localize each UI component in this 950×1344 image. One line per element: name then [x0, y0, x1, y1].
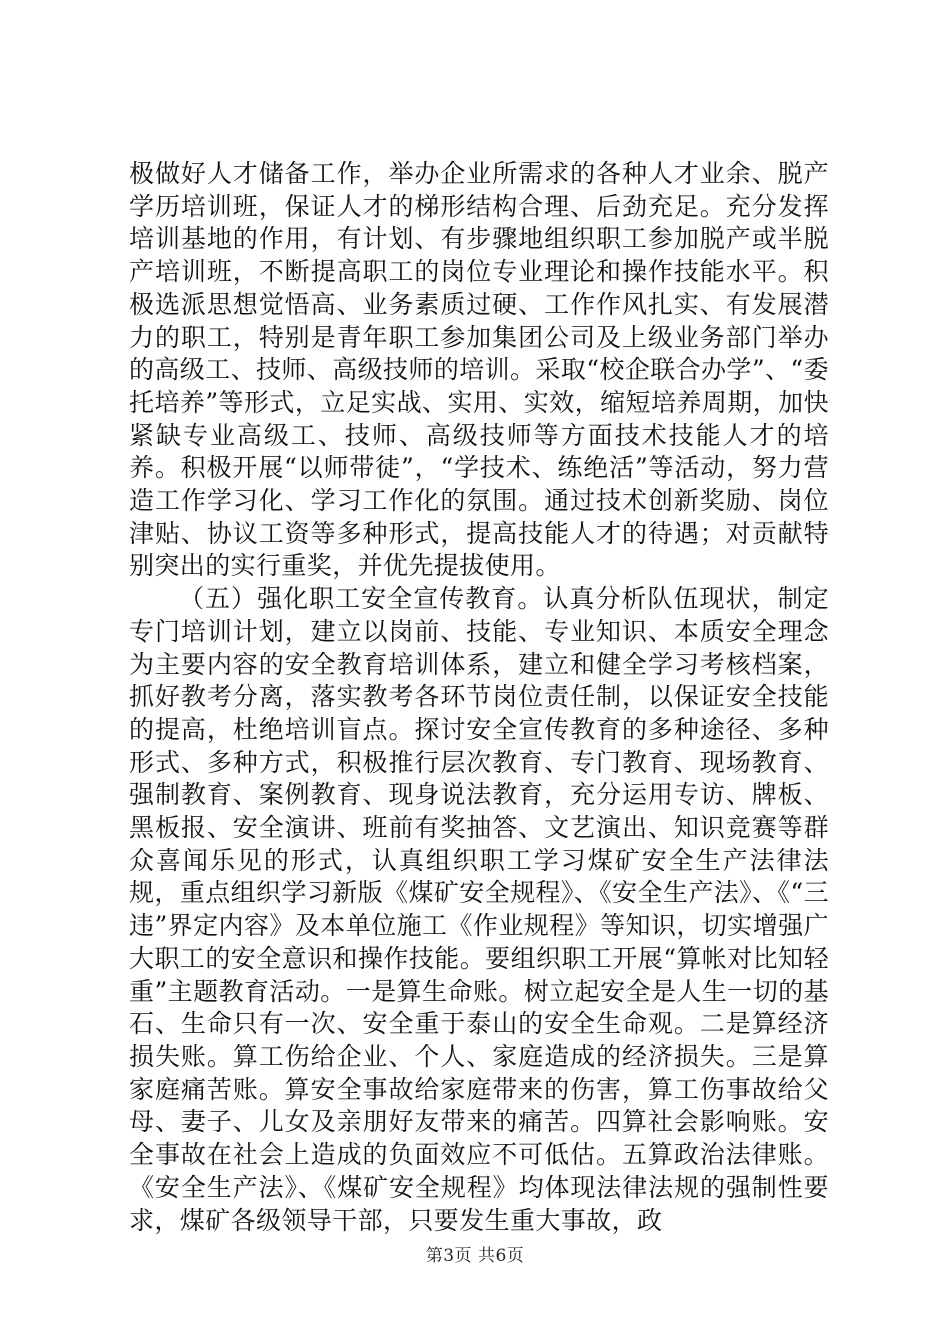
paragraph-talent-training: 极做好人才储备工作，举办企业所需求的各种人才业余、脱产学历培训班，保证人才的梯形结构合理、后劲充足。充分发挥培训基地的作用，有计划、有步骤地组织职工参加脱产或半脱产培训班，不断提高职工的岗位专业理论和操作技能水平。积极选派思想觉悟高、业务素质过硬、工作作风扎实、有发展潜力的职工，特别是青年职工参加集团公司及上级业务部门举办的高级工、技师、高级技师的培训。采取“校企联合办学”、“委托培养”等形式，立足实战、实用、实效，缩短培养周期，加快紧缺专业高级工、技师、高级技师等方面技术技能人才的培养。积极开展“以师带徒”，“学技术、练绝活”等活动，努力营造工作学习化、学习工作化的氛围。通过技术创新奖励、岗位津贴、协议工资等多种形式，提高技能人才的待遇；对贡献特别突出的实行重奖，并优先提拔使用。	[129, 159, 829, 581]
page-footer: 第3页 共6页	[425, 1246, 525, 1266]
document-body	[129, 158, 829, 1237]
paragraph-safety-education: （五）强化职工安全宣传教育。认真分析队伍现状，制定专门培训计划，建立以岗前、技能、专业知识、本质安全理念为主要内容的安全教育培训体系，建立和健全学习考核档案，抓好教考分离，落实教考各环节岗位责任制，以保证安全技能的提高，杜绝培训盲点。探讨安全宣传教育的多种途径、多种形式、多种方式，积极推行层次教育、专门教育、现场教育、强制教育、案例教育、现身说法教育，充分运用专访、牌板、黑板报、安全演讲、班前有奖抽答、文艺演出、知识竞赛等群众喜闻乐见的形式，认真组织职工学习煤矿安全生产法律法规，重点组织学习新版《煤矿安全规程》、《安全生产法》、《“三违”界定内容》及本单位施工《作业规程》等知识，切实增强广大职工的安全意识和操作技能。要组织职工开展“算帐对比知轻重”主题教育活动。一是算生命账。树立起安全是人生一切的基石、生命只有一次、安全重于泰山的安全生命观。二是算经济损失账。算工伤给企业、个人、家庭造成的经济损失。三是算家庭痛苦账。算安全事故给家庭带来的伤害，算工伤事故给父母、妻子、儿女及亲朋好友带来的痛苦。四算社会影响账。安全事故在社会上造成的负面效应不可低估。五算政治法律账。《安全生产法》、《煤矿安全规程》均体现法律法规的强制性要求，煤矿各级领导干部，只要发生重大事故，政	[129, 584, 829, 1235]
